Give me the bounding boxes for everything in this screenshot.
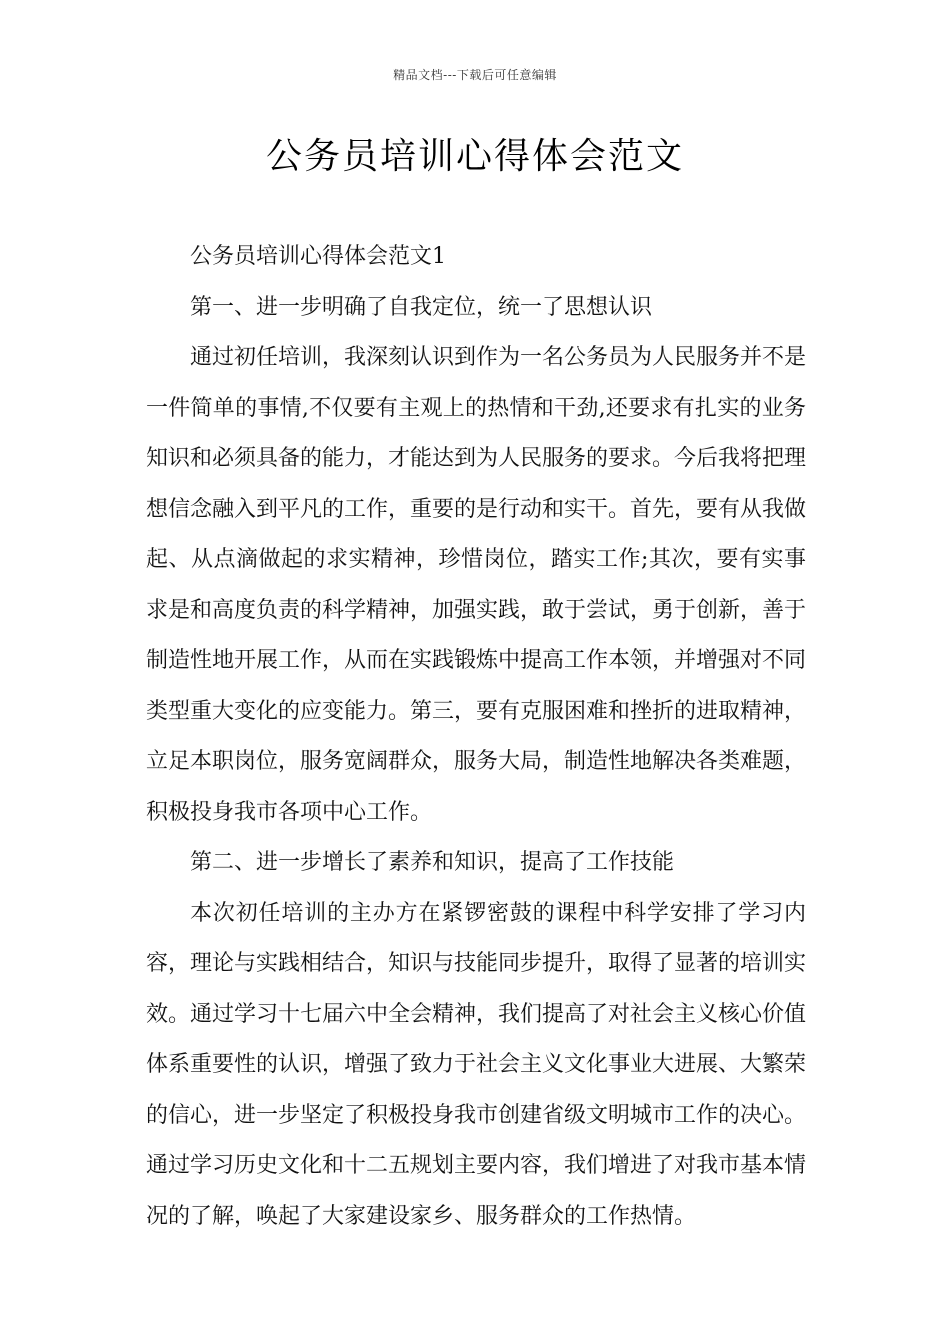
- document-title: 公务员培训心得体会范文: [265, 136, 684, 177]
- paragraph-2: 本次初任培训的主办方在紧锣密鼓的课程中科学安排了学习内容，理论与实践相结合，知识与技能同步提升，取得了显著的培训实效。通过学习十七届六中全会精神，我们提高了对社会主义核心价值体系重要性的认识，增强了致力于社会主义文化事业大进展、大繁荣的信心，进一步坚定了积极投身我市创建省级文明城市工作的决心。通过学习历史文化和十二五规划主要内容，我们增进了对我市基本情况的了解，唤起了大家建设家乡、服务群众的工作热情。: [146, 900, 807, 1229]
- section-subheading-2: 第二、进一步增长了素养和知识，提高了工作技能: [190, 850, 675, 875]
- document-body: [146, 232, 806, 1242]
- section-subheading-1: 第一、进一步明确了自我定位，统一了思想认识: [190, 294, 653, 320]
- paragraph-1: 通过初任培训，我深刻认识到作为一名公务员为人民服务并不是一件简单的事情,不仅要有主观上的热情和干劲,还要求有扎实的业务知识和必须具备的能力，才能达到为人民服务的要求。今后我将把理想信念融入到平凡的工作，重要的是行动和实干。首先，要有从我做起、从点滴做起的求实精神，珍惜岗位，踏实工作;其次，要有实事求是和高度负责的科学精神，加强实践，敢于尝试，勇于创新，善于制造性地开展工作，从而在实践锻炼中提高工作本领，并增强对不同类型重大变化的应变能力。第三，要有克服困难和挫折的进取精神，立足本职岗位，服务宽阔群众，服务大局，制造性地解决各类难题，积极投身我市各项中心工作。: [146, 345, 807, 825]
- header-note: 精品文档---下载后可任意编辑: [393, 68, 557, 82]
- section-heading-1: 公务员培训心得体会范文1: [190, 244, 446, 269]
